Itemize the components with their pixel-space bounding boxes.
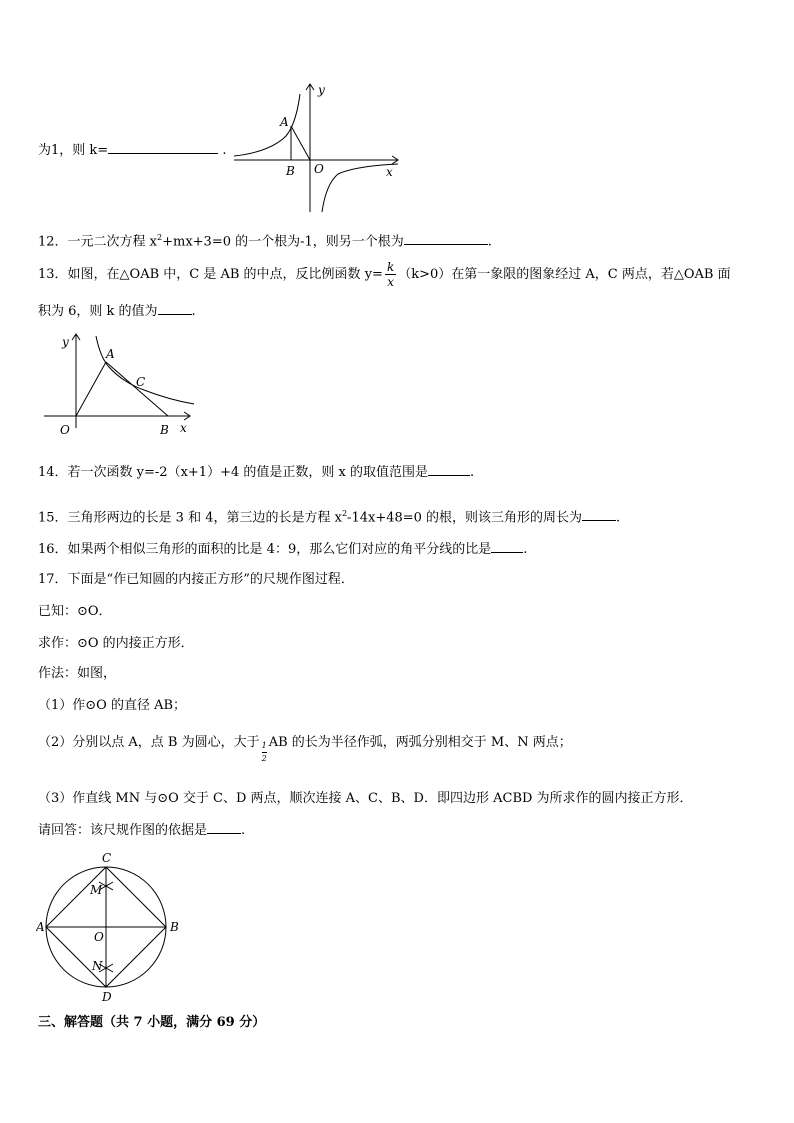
question-17-step2: （2）分别以点 A，点 B 为圆心，大于 $\frac{1}{2}$ AB 的长为半径作弧，两弧分别相交于 M、N 两点；	[38, 735, 572, 763]
fraction-k-over-x: $\frac{k}{x}$	[386, 260, 395, 289]
question-11-tail: 为1，则 k= .	[38, 143, 227, 158]
answer-blank-15[interactable]	[582, 508, 616, 521]
label-y: y	[318, 83, 325, 97]
question-17-step1: （1）作⊙O 的直径 AB；	[38, 698, 187, 713]
answer-blank-17[interactable]	[207, 821, 241, 834]
answer-blank-16[interactable]	[491, 540, 523, 553]
question-14: 14．若一次函数 y=-2（x+1）+4 的值是正数，则 x 的取值范围是 .	[38, 465, 475, 480]
question-17-ask: 求作：⊙O 的内接正方形．	[38, 636, 194, 651]
answer-blank-12[interactable]	[404, 232, 488, 245]
question-17-answer: 请回答：该尺规作图的依据是 .	[38, 823, 246, 838]
label-x: x	[386, 165, 393, 179]
question-17-step3: （3）作直线 MN 与⊙O 交于 C、D 两点，顺次连接 A、C、B、D．即四边形 ACBD 为所求作的圆内接正方形．	[38, 791, 693, 806]
hyperbola-branch-left	[234, 94, 300, 156]
answer-blank-14[interactable]	[428, 463, 470, 476]
section-3-heading: 三、解答题（共 7 小题，满分 69 分）	[38, 1015, 266, 1030]
label-B: B	[160, 423, 169, 437]
label-x: x	[180, 421, 187, 435]
label-A: A	[106, 347, 115, 361]
question-13-line2: 积为 6，则 k 的值为 .	[38, 304, 196, 319]
label-N: N	[92, 959, 103, 973]
label-C: C	[136, 375, 146, 389]
label-O: O	[314, 162, 324, 176]
label-B: B	[286, 164, 295, 178]
label-C: C	[102, 851, 112, 865]
answer-blank-13[interactable]	[158, 302, 192, 315]
question-17-known: 已知：⊙O．	[38, 604, 112, 619]
question-12: 12．一元二次方程 $x^2+mx+3=0$ 的一个根为-1，则另一个根为 .	[38, 233, 492, 250]
fraction-one-half: $\frac{1}{2}$	[261, 741, 267, 763]
label-D: D	[102, 990, 112, 1004]
figure-11	[230, 80, 410, 215]
question-11-text: 为1，则 k=	[38, 143, 109, 158]
label-A: A	[280, 115, 289, 129]
label-M: M	[90, 883, 103, 897]
segment-AB	[106, 362, 168, 416]
figure-17	[36, 836, 186, 1006]
figure-13	[40, 330, 200, 440]
question-13: 13．如图，在△OAB 中，C 是 AB 的中点，反比例函数 y= $\frac{k}{x}$ （k>0）在第一象限的图象经过 A，C 两点，若△OAB 面	[38, 260, 731, 289]
label-O: O	[94, 930, 104, 944]
label-y: y	[62, 335, 69, 349]
question-16: 16．如果两个相似三角形的面积的比是 4：9，那么它们对应的角平分线的比是 .	[38, 542, 528, 557]
question-17-method: 作法：如图，	[38, 666, 117, 681]
question-17-title: 17．下面是“作已知圆的内接正方形”的尺规作图过程．	[38, 572, 354, 587]
label-B: B	[170, 920, 179, 934]
segment-AO	[291, 126, 310, 160]
label-A: A	[36, 920, 45, 934]
segment-OA	[76, 362, 106, 416]
question-15: 15．三角形两边的长是 3 和 4，第三边的长是方程 $x^2-14x+48=0$ 的根，则该三角形的周长为 .	[38, 509, 621, 526]
answer-blank-11[interactable]	[108, 141, 218, 154]
label-O: O	[60, 423, 70, 437]
